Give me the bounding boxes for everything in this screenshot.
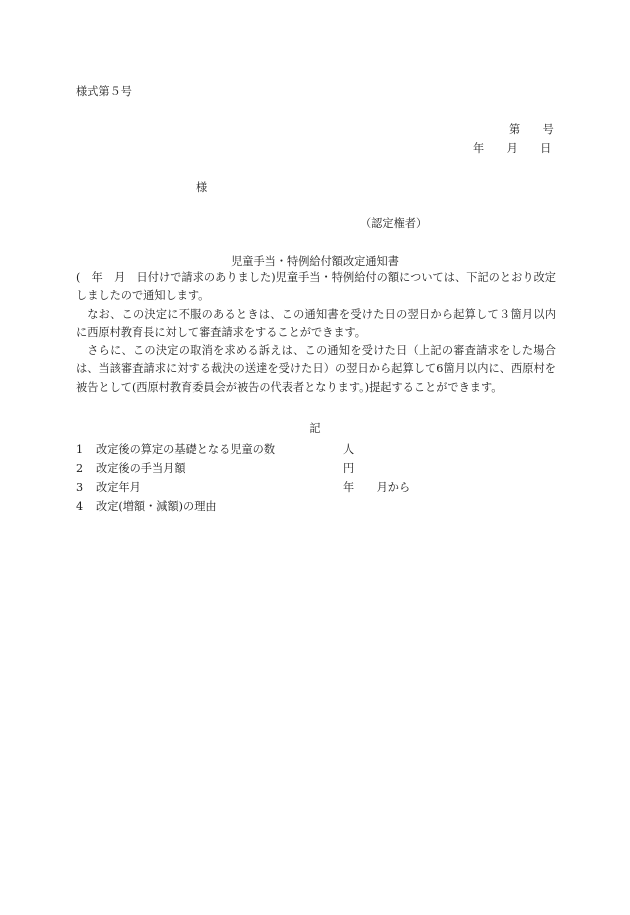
addressee-honorific: 様 bbox=[196, 181, 208, 194]
list-item bbox=[76, 443, 556, 459]
form-number: 様式第５号 bbox=[76, 85, 132, 98]
item-label: 改定後の手当月額 bbox=[96, 462, 186, 475]
item-number: 3 bbox=[76, 481, 84, 494]
paragraph-appeal: なお、この決定に不服のあるときは、この通知書を受けた日の翌日から起算して３箇月以内に西原村教育長に対して審査請求をすることができます。 bbox=[76, 307, 556, 339]
ki-heading: 記 bbox=[309, 422, 321, 435]
item-label: 改定(増額・減額)の理由 bbox=[96, 500, 217, 513]
item-number: 2 bbox=[76, 462, 84, 475]
certifying-authority: （認定権者） bbox=[360, 217, 428, 230]
item-number: 1 bbox=[76, 443, 84, 456]
issue-date: 年 月 日 bbox=[473, 142, 552, 155]
item-unit: 人 bbox=[343, 443, 355, 456]
paragraph-lawsuit: さらに、この決定の取消を求める訴えは、この通知を受けた日（上記の審査請求をした場合は、当該審査請求に対する裁決の送達を受けた日）の翌日から起算して6箇月以内に、西原村を被告として(西原村教育委員会が被告の代表者となります。)提起することができます。 bbox=[76, 344, 556, 394]
item-number: 4 bbox=[76, 500, 84, 513]
item-unit: 年 月から bbox=[343, 481, 411, 494]
document-title: 児童手当・特例給付額改定通知書 bbox=[231, 255, 399, 268]
item-label: 改定年月 bbox=[96, 481, 141, 494]
list-item bbox=[76, 481, 556, 497]
list-item bbox=[76, 500, 556, 516]
document-number: 第 号 bbox=[509, 123, 554, 136]
body-text bbox=[76, 269, 556, 397]
item-unit: 円 bbox=[343, 462, 355, 475]
list-item bbox=[76, 462, 556, 478]
item-label: 改定後の算定の基礎となる児童の数 bbox=[96, 443, 276, 456]
paragraph-notice: ( 年 月 日付けで請求のありました)児童手当・特例給付の額については、下記のとおり改定しましたので通知します。 bbox=[76, 271, 556, 303]
